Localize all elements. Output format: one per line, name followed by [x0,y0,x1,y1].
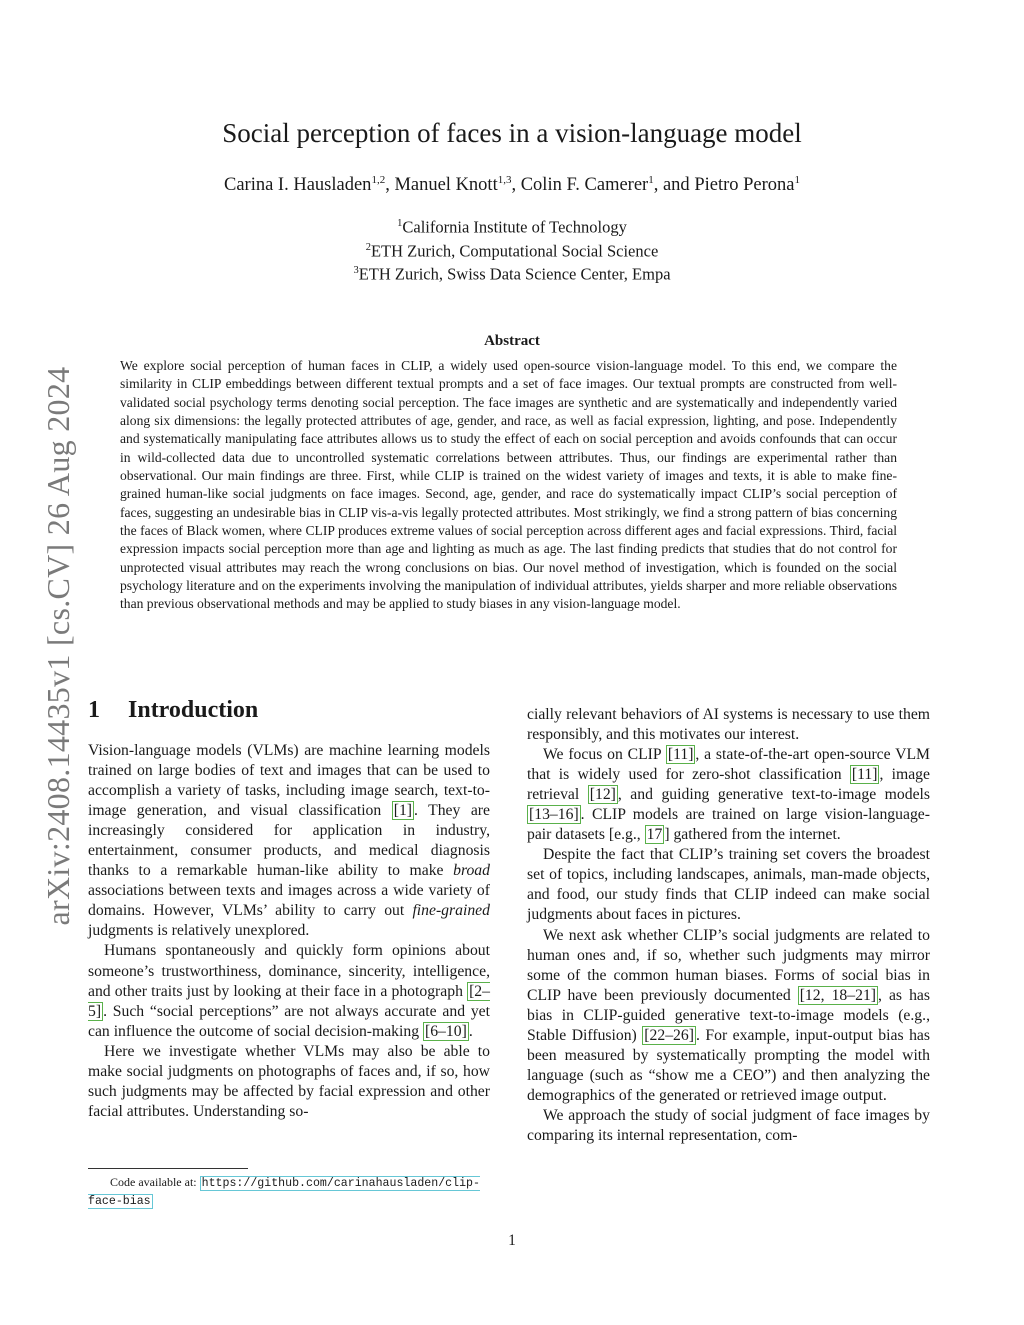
citation-link[interactable]: [13–16] [529,806,579,824]
affiliation-marker: 1 [648,174,654,186]
footnote-label: Code available at: [110,1175,197,1189]
arxiv-identifier-stamp: arXiv:2408.14435v1 [cs.CV] 26 Aug 2024 [40,366,76,926]
affiliation-line: $^1$California Institute of Technology [397,217,627,237]
section-title: Introduction [128,697,259,723]
citation-link[interactable]: [11] [667,746,694,764]
author-list: Carina I. Hausladen$^{1,2}$, Manuel Knott$^{1,3}$, Colin F. Camerer$^1$, and Pietro Perona$^1$ [224,174,800,196]
intro-paragraph-3-continued: cially relevant behaviors of AI systems is necessary to use them responsibly, and this motivates our interest. [527,706,930,744]
intro-paragraph-7: We approach the study of social judgment of face images by comparing its internal representation, com- [527,1106,930,1144]
section-number: 1 [88,697,100,723]
author-name: Pietro Perona [694,175,795,196]
citation-link[interactable]: [22–26] [644,1026,694,1044]
author-name: Colin F. Camerer [520,175,649,196]
intro-paragraph-3: Here we investigate whether VLMs may also be able to make social judgments on photographs of faces and, if so, how such judgments may be affected by facial expression and other facial attributes. Understanding so- [88,1042,490,1120]
intro-paragraph-1: Vision-language models (VLMs) are machine learning models trained on large bodies of text and images that can be used to accomplish a variety of tasks, including image search, text-to-image generation, and visual classification [1] . They are increasingly considered for application in industry, entertainment, consumer products, and medical diagnosis thanks to a remarkable human-like ability to make broad associations between texts and images across a wide variety of domains. However, VLMs’ ability to carry out fine-grained judgments is relatively unexplored. [88,742,490,940]
page-number: 1 [508,1232,516,1249]
section-heading [88,697,258,724]
affiliation-marker: 1,2 [371,174,386,186]
affiliation-line: $^3$ETH Zurich, Swiss Data Science Center, Empa [353,264,671,284]
left-text-column [88,741,490,1122]
citation-link[interactable]: [6–10] [424,1022,467,1040]
intro-paragraph-4: We focus on CLIP [11] , a state-of-the-art open-source VLM that is widely used for zero-shot classification [11] , image retrieval [12] , and guiding generative text-to-image models [13–16] . CLIP models are trained on large vision-language-pair datasets [e.g., 17 ] gathered from the internet. [527,746,930,844]
intro-paragraph-6: We next ask whether CLIP’s social judgments are related to human ones and, if so, whether such judgments may mirror some of the common human biases. Forms of social bias in CLIP have been previously documented [12, 18–21] , as has bias in CLIP-guided generative text-to-image models (e.g., Stable Diffusion) [22–26] . For example, input-output bias has been measured by systematically prompting the model with language (such as “show me a CEO”) and then analyzing the demographics of the generated or retrieved image output. [527,926,930,1104]
affiliation-marker: 1 [794,174,800,186]
footnote [88,1174,494,1210]
citation-link[interactable]: 17 [646,826,663,844]
citation-link[interactable]: [12, 18–21] [799,986,877,1004]
paper-title: Social perception of faces in a vision-language model [222,118,802,148]
author-name: Carina I. Hausladen [224,175,372,196]
citation-link[interactable]: [1] [393,802,413,820]
footnote-separator [88,1168,248,1169]
abstract-heading: Abstract [484,333,540,349]
intro-paragraph-2: Humans spontaneously and quickly form opinions about someone’s trustworthiness, dominance, sincerity, intelligence, and other traits just by looking at their face in a photograph [2–5] . Such “social perceptions” are not always accurate and yet can influence the outcome of social decision-making [6–10] . [88,942,490,1040]
affiliation-marker: 1,3 [497,174,512,186]
code-repository-link[interactable]: https://github.com/carinahausladen/clip-face-bias [88,1177,480,1208]
citation-link[interactable]: [12] [589,786,616,804]
author-name: Manuel Knott [394,175,498,196]
abstract-text: We explore social perception of human faces in CLIP, a widely used open-source vision-language model. To this end, we compare the similarity in CLIP embeddings between different textual prompts and a set of face images. Our textual prompts are constructed from well-validated social psychology terms denoting social perception. The face images are synthetic and are systematically and independently varied along six dimensions: the legally protected attributes of age, gender, and race, as well as facial expression, lighting, and pose. Independently and systematically manipulating face attributes allows us to study the effect of each on social perception and avoids confounds that can occur in wild-collected data due to uncontrolled systematic correlations between attributes. Thus, our findings are experimental rather than observational. Our main findings are three. First, while CLIP is trained on the widest variety of images and texts, it is able to make fine-grained human-like social judgments on face images. Second, age, gender, and race do systematically impact CLIP’s social perception of faces, suggesting an undesirable bias in CLIP vis-a-vis legally protected attributes. Most strikingly, we find a strong pattern of bias concerning the faces of Black women, where CLIP produces extreme values of social perception across different ages and facial expressions. Third, facial expression impacts social perception more than age and lighting as much as age. The last finding predicts that studies that do not control for unprotected visual attributes may reach the wrong conclusions on bias. Our novel method of investigation, which is founded on the social psychology literature and on the experiments involving the manipulation of individual attributes, yields sharper and more reliable observations than previous observational methods and may be applied to study biases in any vision-language model. [120,358,897,612]
citation-link[interactable]: [2–5] [88,982,490,1020]
affiliation-line: $^2$ETH Zurich, Computational Social Science [365,241,659,260]
affiliations [0,214,1024,285]
right-text-column [527,705,930,1146]
citation-link[interactable]: [11] [851,766,878,784]
intro-paragraph-5: Despite the fact that CLIP’s training set covers the broadest set of topics, including landscapes, animals, man-made objects, and food, our study finds that CLIP indeed can make social judgments about faces in pictures. [527,846,930,924]
